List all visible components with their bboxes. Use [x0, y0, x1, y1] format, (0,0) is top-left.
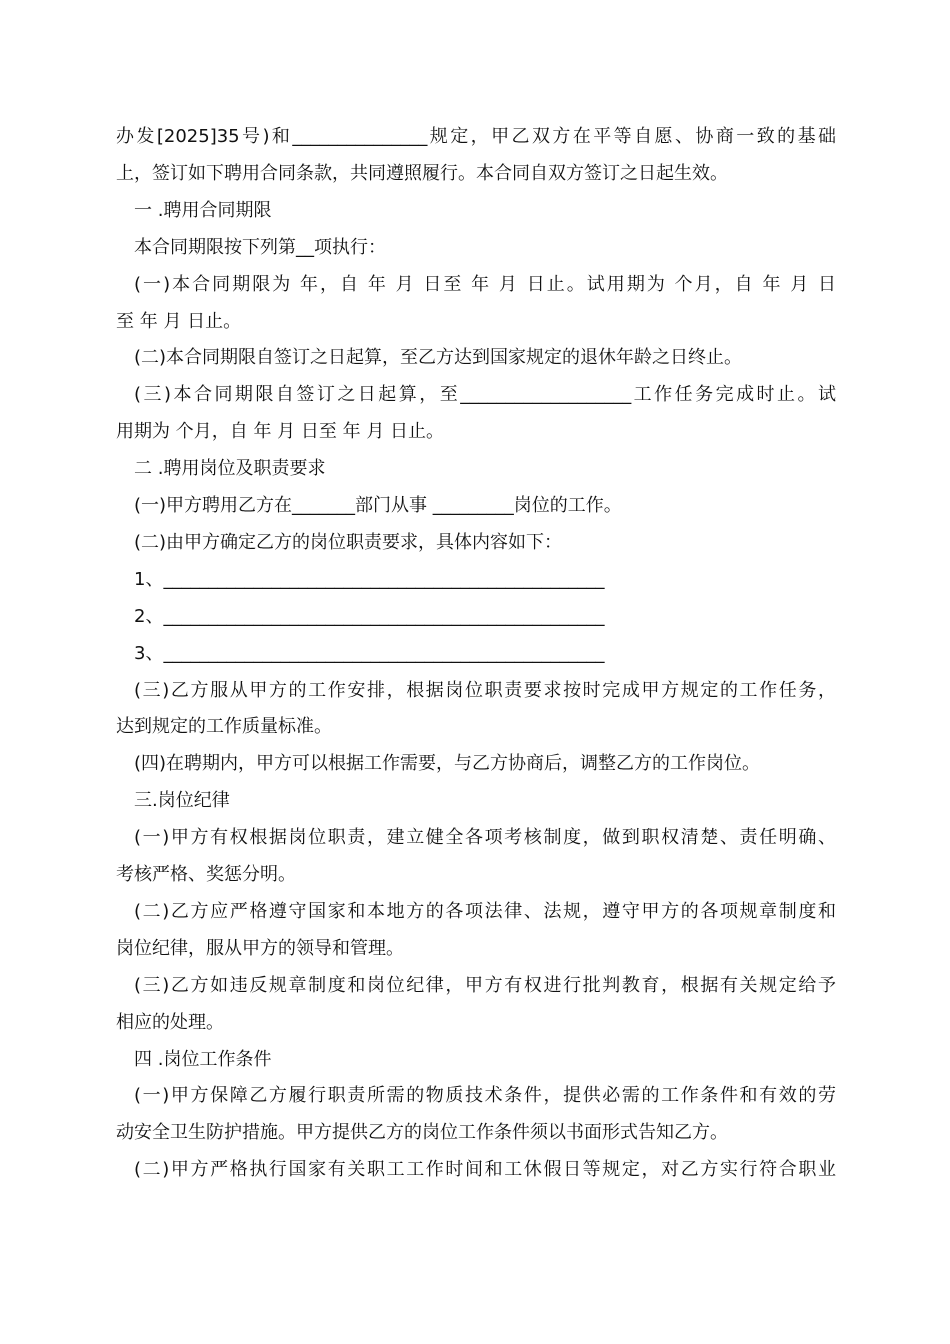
text-line: (一)甲方保障乙方履行职责所需的物质技术条件，提供必需的工作条件和有效的劳	[134, 1085, 836, 1106]
text-line: (二)由甲方确定乙方的岗位职责要求，具体内容如下：	[134, 532, 563, 553]
text-line: 二 .聘用岗位及职责要求	[134, 458, 326, 479]
text-line: (一)本合同期限为 年，自 年 月 日至 年 月 日止。试用期为 个月，自 年 月 日	[134, 274, 836, 295]
text-line: 2、_________________________________________________	[134, 606, 605, 627]
text-line: (四)在聘期内，甲方可以根据工作需要，与乙方协商后，调整乙方的工作岗位。	[134, 753, 761, 774]
text-line: 上，签订如下聘用合同条款，共同遵照履行。本合同自双方签订之日起生效。	[116, 163, 728, 184]
text-line: 用期为 个月，自 年 月 日至 年 月 日止。	[116, 421, 445, 442]
text-line: (一)甲方聘用乙方在_______部门从事 _________岗位的工作。	[134, 495, 622, 516]
text-line: (三)乙方服从甲方的工作安排，根据岗位职责要求按时完成甲方规定的工作任务，	[134, 680, 836, 701]
text-line: 考核严格、奖惩分明。	[116, 864, 296, 885]
text-line: (二)乙方应严格遵守国家和本地方的各项法律、法规，遵守甲方的各项规章制度和	[134, 901, 836, 922]
text-line: 本合同期限按下列第__项执行：	[134, 237, 386, 258]
text-line: (二)本合同期限自签订之日起算，至乙方达到国家规定的退休年龄之日终止。	[134, 347, 743, 368]
text-line: 3、_________________________________________________	[134, 643, 605, 664]
text-line: 动安全卫生防护措施。甲方提供乙方的岗位工作条件须以书面形式告知乙方。	[116, 1122, 728, 1143]
text-line: 相应的处理。	[116, 1012, 224, 1033]
text-line: 达到规定的工作质量标准。	[116, 716, 332, 737]
text-line: (一)甲方有权根据岗位职责，建立健全各项考核制度，做到职权清楚、责任明确、	[134, 827, 836, 848]
text-line: 办发[2025]35号)和_______________规定，甲乙双方在平等自愿、协商一致的基础	[116, 126, 836, 147]
text-line: 至 年 月 日止。	[116, 311, 242, 332]
text-line: 四 .岗位工作条件	[134, 1049, 272, 1070]
text-line: 1、_________________________________________________	[134, 569, 605, 590]
text-line: (三)乙方如违反规章制度和岗位纪律，甲方有权进行批判教育，根据有关规定给予	[134, 975, 836, 996]
text-line: 一 .聘用合同期限	[134, 200, 272, 221]
text-line: 三.岗位纪律	[134, 790, 230, 811]
text-line: 岗位纪律，服从甲方的领导和管理。	[116, 938, 404, 959]
text-line: (三)本合同期限自签订之日起算，至___________________工作任务完成时止。试	[134, 384, 836, 405]
text-line: (二)甲方严格执行国家有关职工工作时间和工休假日等规定，对乙方实行符合职业	[134, 1159, 836, 1180]
